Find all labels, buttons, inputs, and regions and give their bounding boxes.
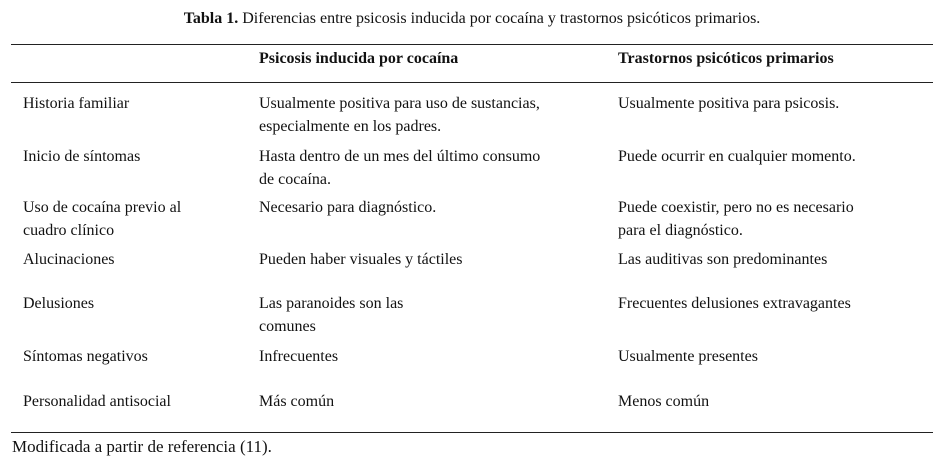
table-row-cocaine: Necesario para diagnóstico. (259, 199, 437, 216)
caption-text: Diferencias entre psicosis inducida por cocaína y trastornos psicóticos primarios. (238, 10, 761, 27)
table-row-cocaine: Las paranoides son las comunes (259, 295, 404, 335)
table-header-rule (11, 82, 933, 83)
table-row-feature: Uso de cocaína previo al cuadro clínico (23, 199, 182, 239)
table-row-feature: Inicio de síntomas (23, 148, 141, 165)
table-row-primary: Usualmente positiva para psicosis. (618, 95, 840, 112)
table-row-cocaine: Usualmente positiva para uso de sustancias, especialmente en los padres. (259, 95, 540, 135)
table-row-feature: Delusiones (23, 295, 95, 312)
table-row-cocaine: Más común (259, 393, 335, 410)
table-row-feature: Historia familiar (23, 95, 130, 112)
header-cocaine-psychosis: Psicosis inducida por cocaína (259, 50, 459, 67)
table-row-feature: Síntomas negativos (23, 348, 148, 365)
header-primary-psychotic-disorders: Trastornos psicóticos primarios (618, 50, 834, 67)
table-row-cocaine: Hasta dentro de un mes del último consumo de cocaína. (259, 148, 541, 188)
table-row-feature: Alucinaciones (23, 251, 115, 268)
table-caption (0, 9, 944, 29)
table-row-feature: Personalidad antisocial (23, 393, 171, 410)
table-row-primary: Puede coexistir, pero no es necesario para el diagnóstico. (618, 199, 854, 239)
table-row-primary: Las auditivas son predominantes (618, 251, 828, 268)
table-row-primary: Usualmente presentes (618, 348, 758, 365)
table-bottom-rule (11, 432, 933, 433)
table-row-primary: Puede ocurrir en cualquier momento. (618, 148, 856, 165)
table-row-cocaine: Pueden haber visuales y táctiles (259, 251, 463, 268)
caption-label: Tabla 1. (183, 10, 239, 27)
table-top-rule (11, 44, 933, 45)
table-row-primary: Menos común (618, 393, 710, 410)
table-row-primary: Frecuentes delusiones extravagantes (618, 295, 851, 312)
table-footnote: Modificada a partir de referencia (11). (12, 437, 272, 456)
table-row-cocaine: Infrecuentes (259, 348, 339, 365)
